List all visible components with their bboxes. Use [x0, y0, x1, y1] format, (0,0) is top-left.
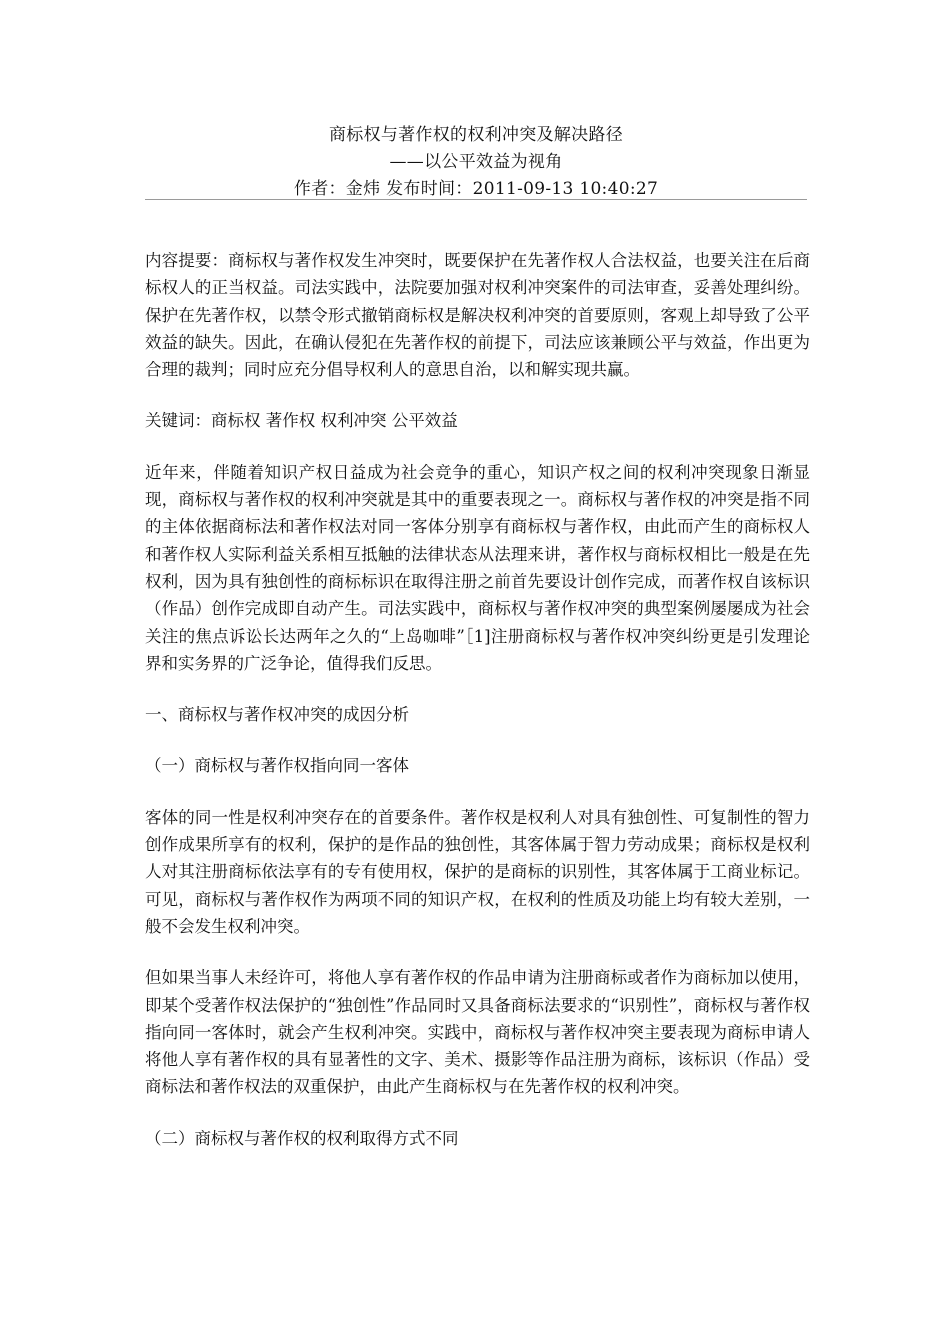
article-subtitle: ——以公平效益为视角 [389, 152, 563, 172]
article-body [145, 247, 810, 1176]
article-title: 商标权与著作权的权利冲突及解决路径 [328, 125, 624, 145]
header-divider [145, 199, 807, 200]
body-paragraph-2: 但如果当事人未经许可，将他人享有著作权的作品申请为注册商标或者作为商标加以使用，即某个受著作权法保护的“独创性”作品同时又具备商标法要求的“识别性”，商标权与著作权指向同一客体时，就会产生权利冲突。实践中，商标权与著作权冲突主要表现为商标申请人将他人享有著作权的具有显著性的文字、美术、摄影等作品注册为商标，该标识（作品）受商标法和著作权法的双重保护，由此产生商标权与在先著作权的权利冲突。 [145, 968, 810, 1097]
subsection-heading-2: （二）商标权与著作权的权利取得方式不同 [145, 1128, 459, 1148]
document-header [145, 122, 807, 203]
keywords-line: 关键词：商标权 著作权 权利冲突 公平效益 [145, 411, 458, 431]
intro-paragraph: 近年来，伴随着知识产权日益成为社会竞争的重心，知识产权之间的权利冲突现象日渐显现，商标权与著作权的权利冲突就是其中的重要表现之一。商标权与著作权的冲突是指不同的主体依据商标法和著作权法对同一客体分别享有商标权与著作权，由此而产生的商标权人和著作权人实际利益关系相互抵触的法律状态从法理来讲，著作权与商标权相比一般是在先权利，因为具有独创性的商标标识在取得注册之前首先要设计创作完成，而著作权自该标识（作品）创作完成即自动产生。司法实践中，商标权与著作权冲突的典型案例屡屡成为社会关注的焦点诉讼长达两年之久的“上岛咖啡”［1]注册商标权与著作权冲突纠纷更是引发理论界和实务界的广泛争论，值得我们反思。 [145, 462, 810, 673]
body-paragraph-1: 客体的同一性是权利冲突存在的首要条件。著作权是权利人对具有独创性、可复制性的智力创作成果所享有的权利，保护的是作品的独创性，其客体属于智力劳动成果；商标权是权利人对其注册商标依法享有的专有使用权，保护的是商标的识别性，其客体属于工商业标记。可见，商标权与著作权作为两项不同的知识产权，在权利的性质及功能上均有较大差别，一般不会发生权利冲突。 [145, 807, 810, 936]
subsection-heading-1: （一）商标权与著作权指向同一客体 [145, 756, 409, 776]
section-heading-1: 一、商标权与著作权冲突的成因分析 [145, 705, 409, 725]
abstract-paragraph: 内容提要：商标权与著作权发生冲突时，既要保护在先著作权人合法权益，也要关注在后商标权人的正当权益。司法实践中，法院要加强对权利冲突案件的司法审查，妥善处理纠纷。保护在先著作权，以禁令形式撤销商标权是解决权利冲突的首要原则，客观上却导致了公平效益的缺失。因此，在确认侵犯在先著作权的前提下，司法应该兼顾公平与效益，作出更为合理的裁判；同时应充分倡导权利人的意思自治，以和解实现共赢。 [145, 251, 810, 380]
author-date-line: 作者：金炜 发布时间：2011-09-13 10:40:27 [293, 179, 659, 199]
